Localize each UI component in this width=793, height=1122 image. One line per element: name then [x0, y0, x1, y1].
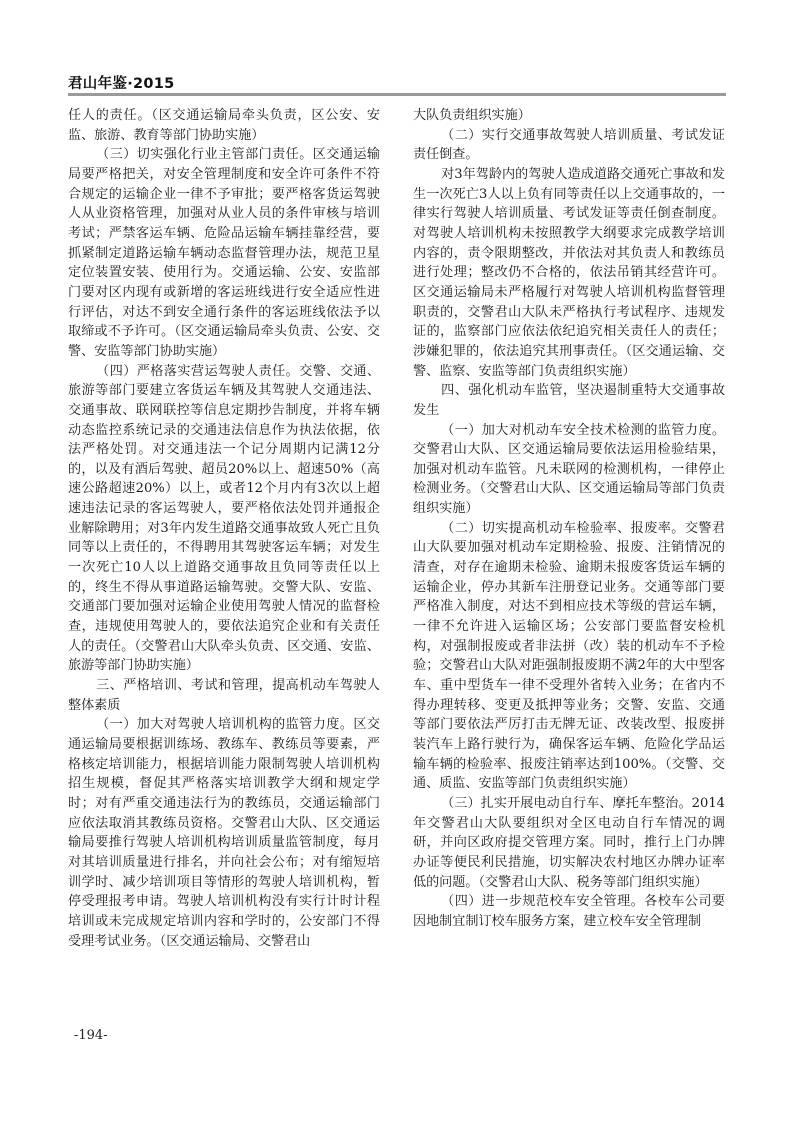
- paragraph: 任人的责任。（区交通运输局牵头负责，区公安、安监、旅游、教育等部门协助实施）: [68, 108, 380, 143]
- paragraph: （四）进一步规范校车安全管理。各校车公司要因地制宜制订校车服务方案，建立校车安全管理制: [413, 894, 725, 929]
- header-divider: [68, 93, 726, 96]
- paragraph: （一）加大对驾驶人培训机构的监管力度。区交通运输局要根据训练场、教练车、教练员等要素，严格核定培训能力，根据培训能力限制驾驶人培训机构招生规模，督促其严格落实培训教学大纲和规定学时；对有严重交通违法行为的教练员，交通运输部门应依法取消其教练员资格。交警君山大队、区交通运输局要推行驾驶人培训机构培训质量监管制度，每月对其培训质量进行排名，并向社会公布；对有缩短培训学时、减少培训项目等情形的驾驶人培训机构，暂停受理报考申请。驾驶人培训机构没有实行计时计程培训或未完成规定培训内容和学时的，公安部门不得受理考试业务。（区交通运输局、交警君山: [68, 717, 380, 949]
- subsection-heading: （二）实行交通事故驾驶人培训质量、考试发证责任倒查。: [413, 127, 725, 163]
- paragraph: （二）切实提高机动车检验率、报废率。交警君山大队要加强对机动车定期检验、报废、注销情况的清查，对存在逾期未检验、逾期未报废客货运车辆的运输企业，停办其新车注册登记业务。交通等部门要严格准入制度，对达不到相应技术等级的营运车辆，一律不允许进入运输区场；公安部门要监督安检机构，对强制报废或者非法拼（改）装的机动车不予检验；交警君山大队对距强制报废期不满2年的大中型客车、重中型货车一律不受理外省转入业务；在省内不得办理转移、变更及抵押等业务；交警、安监、交通等部门要依法严厉打击无牌无证、改装改型、报废拼装汽车上路行驶行为，确保客运车辆、危险化学品运输车辆的检验率、报废注销率达到100%。（交警、交通、质监、安监等部门负责组织实施）: [413, 520, 725, 792]
- section-heading: 四、强化机动车监管，坚决遏制重特大交通事故发生: [413, 383, 725, 418]
- section-heading: 三、严格培训、考试和管理，提高机动车驾驶人整体素质: [68, 678, 380, 713]
- paragraph: （三）切实强化行业主管部门责任。区交通运输局要严格把关，对安全管理制度和安全许可条件不符合规定的运输企业一律不予审批；要严格客货运驾驶人从业资格管理，加强对从业人员的条件审核与培训考试；严禁客运车辆、危险品运输车辆挂靠经营，要抓紧制定道路运输车辆动态监督管理办法，规范卫星定位装置安装、使用行为。交通运输、公安、安监部门要对区内现有或新增的客运班线进行安全适应性进行评估，对达不到安全通行条件的客运班线依法予以取缔或不予许可。（区交通运输局牵头负责、公安、交警、安监等部门协助实施）: [68, 147, 380, 359]
- page-number: -194-: [74, 1028, 108, 1043]
- paragraph: 大队负责组织实施）: [413, 108, 531, 123]
- paragraph: （三）扎实开展电动自行车、摩托车整治。2014年交警君山大队要组织对全区电动自行车情况的调研，并向区政府提交管理方案。同时，推行上门办牌办证等便民利民措施，切实解决农村地区办牌办证率低的问题。（交警君山大队、税务等部门组织实施）: [413, 795, 725, 890]
- paragraph: 对3年驾龄内的驾驶人造成道路交通死亡事故和发生一次死亡3人以上负有同等责任以上交通事故的，一律实行驾驶人培训质量、考试发证等责任倒查制度。对驾驶人培训机构未按照教学大纲要求完成教学培训内容的，责令限期整改，并依法对其负责人和教练员进行处理；整改仍不合格的，依法吊销其经营许可。区交通运输局未严格履行对驾驶人培训机构监督管理职责的，交警君山大队未严格执行考试程序、违规发证的，监察部门应依法依纪追究相关责任人的责任；涉嫌犯罪的，依法追究其刑事责任。（区交通运输、交警、监察、安监等部门负责组织实施）: [413, 166, 725, 379]
- paragraph: （四）严格落实营运驾驶人责任。交警、交通、旅游等部门要建立客货运车辆及其驾驶人交通违法、交通事故、联网联控等信息定期抄告制度，并将车辆动态监控系统记录的交通违法信息作为执法依据，依法严格处罚。对交通违法一个记分周期内记满12分的，以及有酒后驾驶、超员20%以上、超速50%（高速公路超速20%）以上，或者12个月内有3次以上超速违法记录的客运驾驶人，要严格依法处罚并通报企业解除聘用；对3年内发生道路交通事故致人死亡且负同等以上责任的，不得聘用其驾驶客运车辆；对发生一次死亡10人以上道路交通事故且负同等责任以上的，终生不得从事道路运输驾驶。交警大队、安监、交通部门要加强对运输企业使用驾驶人情况的监督检查，违规使用驾驶人的，要依法追究企业和有关责任人的责任。（交警君山大队牵头负责、区交通、安监、旅游等部门协助实施）: [68, 363, 380, 674]
- left-text-column: [68, 106, 380, 951]
- right-text-column: [413, 106, 725, 932]
- paragraph: （一）加大对机动车安全技术检测的监管力度。交警君山大队、区交通运输局要依法运用检验结果，加强对机动车监管。凡未联网的检测机构，一律停止检测业务。（交警君山大队、区交通运输局等部门负责组织实施）: [413, 422, 725, 517]
- running-header-title: 君山年鉴·2015: [68, 76, 175, 92]
